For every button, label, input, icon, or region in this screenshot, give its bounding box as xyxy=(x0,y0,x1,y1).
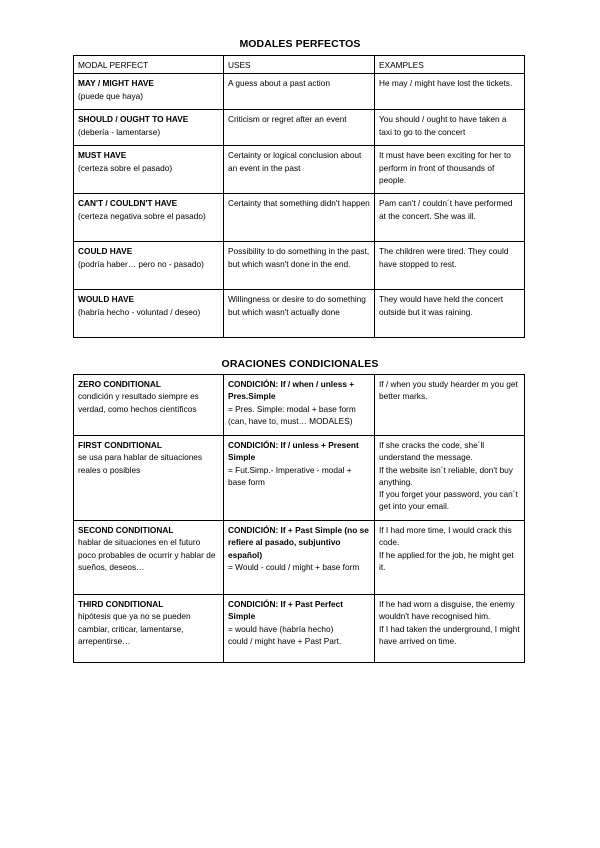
conditional-type-cell xyxy=(74,436,224,521)
conditional-name: THIRD CONDITIONAL xyxy=(78,599,164,609)
modal-name: WOULD HAVE xyxy=(78,294,135,305)
modal-name: COULD HAVE xyxy=(78,246,133,257)
example-cell: It must have been exciting for her to perform in front of thousands of people. xyxy=(375,146,525,194)
modal-meaning: (podría haber… pero no - pasado) xyxy=(78,258,204,269)
result-formula: could / might have + Past Part. xyxy=(228,635,342,646)
example-sentence: If / when you study hearder m you get better marks. xyxy=(379,379,518,402)
example-cell: The children were tired. They could have stopped to rest. xyxy=(375,242,525,290)
example-sentence: If he applied for the job, he might get it. xyxy=(379,549,514,572)
modal-cell xyxy=(74,110,224,146)
example-cell xyxy=(375,595,525,663)
header-modal-perfect: MODAL PERFECT xyxy=(74,56,224,74)
example-sentence: If she cracks the code, she´ll understand the message. xyxy=(379,440,485,463)
modal-cell xyxy=(74,146,224,194)
modal-cell xyxy=(74,74,224,110)
conditional-name: SECOND CONDITIONAL xyxy=(78,525,174,535)
modal-name: SHOULD / OUGHT TO HAVE xyxy=(78,114,189,125)
modal-meaning: (debería - lamentarse) xyxy=(78,126,161,137)
example-sentence: If I had more time, I would crack this code. xyxy=(379,525,512,548)
example-sentence: If you forget your password, you can´t get into your email. xyxy=(379,489,518,512)
table-row xyxy=(74,375,525,436)
table-row xyxy=(74,242,525,290)
use-cell: Willingness or desire to do something but which wasn't actually done xyxy=(224,290,375,338)
use-cell: Certainty that something didn't happen xyxy=(224,194,375,242)
modal-name: CAN'T / COULDN'T HAVE xyxy=(78,198,178,209)
example-cell: He may / might have lost the tickets. xyxy=(375,74,525,110)
table-row xyxy=(74,436,525,521)
use-cell: Criticism or regret after an event xyxy=(224,110,375,146)
result-formula: = would have (habría hecho) xyxy=(228,623,334,634)
use-cell: Possibility to do something in the past, but which wasn't done in the end. xyxy=(224,242,375,290)
conditional-description: condición y resultado siempre es verdad, como hechos científicos xyxy=(78,391,199,414)
modal-meaning: (certeza sobre el pasado) xyxy=(78,162,173,173)
example-cell: They would have held the concert outside but it was raining. xyxy=(375,290,525,338)
modal-cell xyxy=(74,242,224,290)
modal-name: MUST HAVE xyxy=(78,150,127,161)
example-cell: Pam can't / couldn´t have performed at the concert. She was ill. xyxy=(375,194,525,242)
modal-meaning: (habría hecho - voluntad / deseo) xyxy=(78,306,201,317)
table-row xyxy=(74,146,525,194)
example-cell xyxy=(375,375,525,436)
table-row xyxy=(74,521,525,595)
conditionals-table xyxy=(73,374,525,663)
example-cell: You should / ought to have taken a taxi to go to the concert xyxy=(375,110,525,146)
conditional-type-cell xyxy=(74,521,224,595)
table-row xyxy=(74,194,525,242)
result-formula: = Pres. Simple: modal + base form (can, have to, must… MODALES) xyxy=(228,403,356,426)
table-row xyxy=(74,110,525,146)
example-sentence: If I had taken the underground, I might have arrived on time. xyxy=(379,623,520,646)
conditional-description: se usa para hablar de situaciones reales o posibles xyxy=(78,452,203,475)
modales-perfectos-title: MODALES PERFECTOS xyxy=(239,38,361,50)
modal-name: MAY / MIGHT HAVE xyxy=(78,78,154,89)
condition-formula: CONDICIÓN: If / when / unless + Pres.Simple xyxy=(228,379,355,402)
modal-perfect-table xyxy=(73,55,525,338)
header-uses: USES xyxy=(224,56,375,74)
oraciones-condicionales-title: ORACIONES CONDICIONALES xyxy=(221,358,379,370)
condition-formula: CONDICIÓN: If + Past Simple (no se refiere al pasado, subjuntivo español) xyxy=(228,525,369,560)
example-sentence: If the website isn´t reliable, don't buy anything. xyxy=(379,464,513,487)
modal-meaning: (certeza negativa sobre el pasado) xyxy=(78,210,206,221)
result-formula: = Fut.Simp.- Imperative - modal + base form xyxy=(228,464,352,487)
modal-cell xyxy=(74,194,224,242)
example-sentence: If he had worn a disguise, the enemy wouldn't have recognised him. xyxy=(379,599,515,622)
header-examples: EXAMPLES xyxy=(375,56,525,74)
table-header-row xyxy=(74,56,525,74)
use-cell: Certainty or logical conclusion about an event in the past xyxy=(224,146,375,194)
conditional-description: hipótesis que ya no se pueden cambiar, criticar, lamentarse, arrepentirse… xyxy=(78,611,191,646)
conditional-type-cell xyxy=(74,595,224,663)
example-cell xyxy=(375,436,525,521)
table-row xyxy=(74,74,525,110)
conditional-description: hablar de situaciones en el futuro poco probables de ocurrir y hablar de sueños, deseos… xyxy=(78,537,216,572)
condition-cell xyxy=(224,375,375,436)
conditional-name: ZERO CONDITIONAL xyxy=(78,379,161,389)
result-formula: = Would - could / might + base form xyxy=(228,561,360,572)
condition-formula: CONDICIÓN: If + Past Perfect Simple xyxy=(228,599,344,622)
conditional-type-cell xyxy=(74,375,224,436)
table-row xyxy=(74,290,525,338)
condition-cell xyxy=(224,595,375,663)
conditional-name: FIRST CONDITIONAL xyxy=(78,440,162,450)
modal-cell xyxy=(74,290,224,338)
condition-cell xyxy=(224,436,375,521)
table-row xyxy=(74,595,525,663)
example-cell xyxy=(375,521,525,595)
condition-cell xyxy=(224,521,375,595)
modal-meaning: (puede que haya) xyxy=(78,90,144,101)
use-cell: A guess about a past action xyxy=(224,74,375,110)
condition-formula: CONDICIÓN: If / unless + Present Simple xyxy=(228,440,359,463)
